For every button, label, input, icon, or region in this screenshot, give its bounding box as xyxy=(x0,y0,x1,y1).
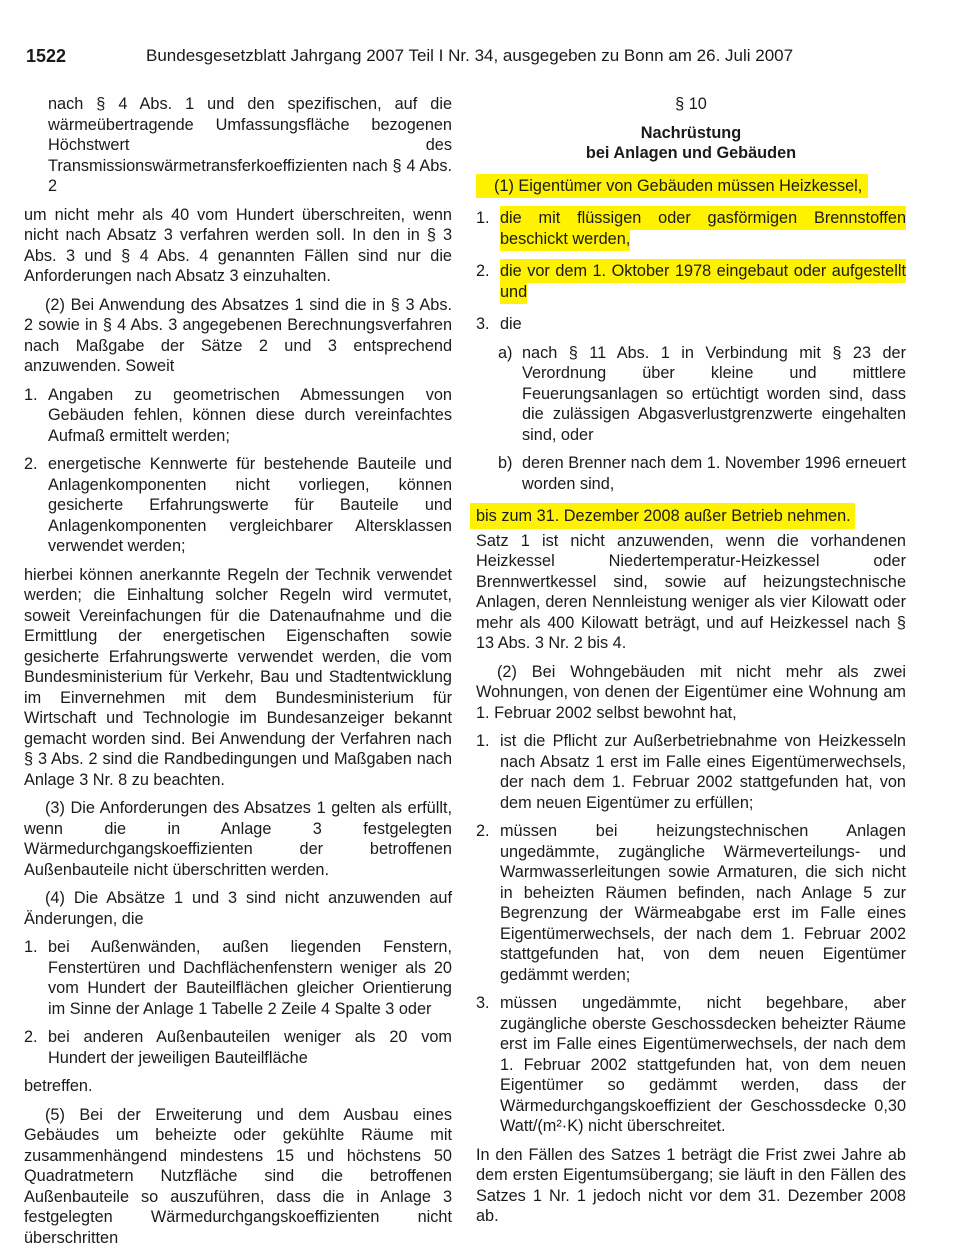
list-text: bei Außenwänden, außen liegenden Fenstern, Fenstertüren und Dachflächenfenstern weniger als 20 vom Hundert der Bauteilflächen gleicher Orientierung im Sinne der Anlage 1 Tabelle 2 Zeile 4 Spalte 3 oder xyxy=(48,937,452,1019)
section-heading-line1: Nachrüstung xyxy=(476,123,906,144)
list-number: 3. xyxy=(476,314,500,335)
paragraph: betreffen. xyxy=(24,1076,452,1097)
list-number: 1. xyxy=(476,731,500,813)
paragraph-abs-2: (2) Bei Wohngebäuden mit nicht mehr als zwei Wohnungen, von denen der Eigentümer eine Wohnung am 1. Februar 2002 selbst bewohnt hat, xyxy=(476,662,906,724)
list-number: 1. xyxy=(476,208,500,249)
highlight: (1) Eigentümer von Gebäuden müssen Heizkessel, xyxy=(476,174,868,198)
continued-item: nach § 4 Abs. 1 und den spezifischen, auf die wärmeübertragende Umfassungsfläche bezogenen Höchstwert des Transmissionswärmetransferkoeffizienten nach § 4 Abs. 2 xyxy=(24,94,452,197)
list-number: 2. xyxy=(24,454,48,557)
left-column xyxy=(24,94,452,1248)
list-text: die xyxy=(500,314,906,335)
section-heading-line2: bei Anlagen und Gebäuden xyxy=(476,143,906,164)
deadline-line xyxy=(476,506,906,527)
list-text xyxy=(500,261,906,302)
page-number: 1522 xyxy=(26,46,66,67)
highlight: die mit flüssigen oder gasförmigen Brennstoffen beschickt werden, xyxy=(500,206,906,251)
section-number: § 10 xyxy=(476,94,906,115)
paragraph: In den Fällen des Satzes 1 beträgt die Frist zwei Jahre ab dem ersten Eigentumsübergang; sie läuft in den Fällen des Satzes 1 Nr. 1 jedoch nicht vor dem 31. Dezember 2008 ab. xyxy=(476,1145,906,1227)
paragraph: hierbei können anerkannte Regeln der Technik verwendet werden; die Einhaltung solcher Regeln wird vermutet, soweit Vereinfachungen für die Datenaufnahme und die Ermittlung der energetischen Eigenschaften sowie gesicherte Erfahrungswerte verwendet werden, die vom Bundesministerium für Verkehr, Bau und Stadtentwicklung im Einvernehmen mit dem Bundesministerium für Wirtschaft und Technologie im Bundesanzeiger bekannt gemacht worden sind. Bei Anwendung der Verfahren nach § 3 Abs. 2 sind die Randbedingungen und Maßgaben nach Anlage 3 Nr. 8 zu beachten. xyxy=(24,565,452,791)
paragraph-abs-2: (2) Bei Anwendung des Absatzes 1 sind die in § 3 Abs. 2 sowie in § 4 Abs. 3 angegebenen Berechnungsverfahren nach Maßgabe der Sätze 2 und 3 entsprechend anzuwenden. Soweit xyxy=(24,295,452,377)
list-text: Angaben zu geometrischen Abmessungen von Gebäuden fehlen, können diese durch vereinfachtes Aufmaß ermittelt werden; xyxy=(48,385,452,447)
sub-item xyxy=(498,343,906,446)
list-item xyxy=(24,937,452,1019)
header-title: Bundesgesetzblatt Jahrgang 2007 Teil I Nr. 34, ausgegeben zu Bonn am 26. Juli 2007 xyxy=(146,46,793,66)
list-item xyxy=(476,731,906,813)
list-item xyxy=(476,993,906,1137)
list-number: 2. xyxy=(476,261,500,302)
paragraph-abs-4: (4) Die Absätze 1 und 3 sind nicht anzuwenden auf Änderungen, die xyxy=(24,888,452,929)
list-item xyxy=(476,208,906,249)
list-text: müssen bei heizungstechnischen Anlagen ungedämmte, zugängliche Wärmeverteilungs- und Warmwasserleitungen sowie Armaturen, die sich nicht in beheizten Räumen befinden, nach Anlage 5 zur Begrenzung der Wärmeabgabe erst im Falle eines Eigentümerwechsels, der nach dem 1. Februar 2002 stattgefunden hat, von dem neuen Eigentümer gedämmt werden; xyxy=(500,821,906,985)
paragraph-abs-5: (5) Bei der Erweiterung und dem Ausbau eines Gebäudes um beheizte oder gekühlte Räume mit zusammenhängend mindestens 15 und höchstens 50 Quadratmetern Nutzfläche sind die betroffenen Außenbauteile so auszuführen, dass die in Anlage 3 festgelegten Wärmedurchgangskoeffizienten nicht überschritten xyxy=(24,1105,452,1248)
list-item xyxy=(24,454,452,557)
list-text: müssen ungedämmte, nicht begehbare, aber zugängliche oberste Geschossdecken beheizter Räume erst im Falle eines Eigentümerwechsels, der nach dem 1. Februar 2002 stattgefunden hat, von dem neuen Eigentümer so gedämmt werden, dass der Wärmedurchgangskoeffizient der Geschossdecke 0,30 Watt/(m²·K) nicht überschreitet. xyxy=(500,993,906,1137)
list-number: 2. xyxy=(476,821,500,985)
sub-item-text: deren Brenner nach dem 1. November 1996 erneuert worden sind, xyxy=(522,453,906,494)
highlight: die vor dem 1. Oktober 1978 eingebaut oder aufgestellt und xyxy=(500,259,906,304)
list-number: 3. xyxy=(476,993,500,1137)
paragraph: Satz 1 ist nicht anzuwenden, wenn die vorhandenen Heizkessel Niedertemperatur-Heizkessel oder Brennwertkessel sind, sowie auf heizungstechnische Anlagen, deren Nennleistung weniger als vier Kilowatt oder mehr als 400 Kilowatt beträgt, und auf Heizkessel nach § 13 Abs. 3 Nr. 2 bis 4. xyxy=(476,531,906,654)
list-item xyxy=(24,1027,452,1068)
list-number: 1. xyxy=(24,385,48,447)
highlight: bis zum 31. Dezember 2008 außer Betrieb nehmen. xyxy=(470,503,855,529)
paragraph: um nicht mehr als 40 vom Hundert überschreiten, wenn nicht nach Absatz 3 verfahren werden soll. In den in § 3 Abs. 3 und § 4 Abs. 4 genannten Fällen sind nur die Anforderungen nach Absatz 3 einzuhalten. xyxy=(24,205,452,287)
sub-item xyxy=(498,453,906,494)
list-item xyxy=(24,385,452,447)
list-item xyxy=(476,821,906,985)
list-text: bei anderen Außenbauteilen weniger als 20 vom Hundert der jeweiligen Bauteilfläche xyxy=(48,1027,452,1068)
list-number: 1. xyxy=(24,937,48,1019)
right-column xyxy=(476,94,906,1227)
list-item xyxy=(476,261,906,302)
sub-item-letter: a) xyxy=(498,343,522,446)
list-number: 2. xyxy=(24,1027,48,1068)
list-text xyxy=(500,208,906,249)
sub-item-letter: b) xyxy=(498,453,522,494)
paragraph-abs-3: (3) Die Anforderungen des Absatzes 1 gelten als erfüllt, wenn die in Anlage 3 festgelegten Wärmedurchgangskoeffizienten der betroffenen Außenbauteile nicht überschritten werden. xyxy=(24,798,452,880)
list-text: ist die Pflicht zur Außerbetriebnahme von Heizkesseln nach Absatz 1 erst im Falle eines Eigentümerwechsels, der nach dem 1. Februar 2002 stattgefunden hat, von dem neuen Eigentümer zu erfüllen; xyxy=(500,731,906,813)
list-text: energetische Kennwerte für bestehende Bauteile und Anlagenkomponenten nicht vorliegen, können gesicherte Erfahrungswerte für Bauteile und Anlagenkomponenten vergleichbarer Altersklassen verwendet werden; xyxy=(48,454,452,557)
list-item xyxy=(476,314,906,335)
paragraph-abs-1 xyxy=(476,176,906,197)
sub-item-text: nach § 11 Abs. 1 in Verbindung mit § 23 der Verordnung über kleine und mittlere Feuerungsanlagen so ertüchtigt worden sind, dass die zulässigen Abgasverlustgrenzwerte eingehalten sind, oder xyxy=(522,343,906,446)
